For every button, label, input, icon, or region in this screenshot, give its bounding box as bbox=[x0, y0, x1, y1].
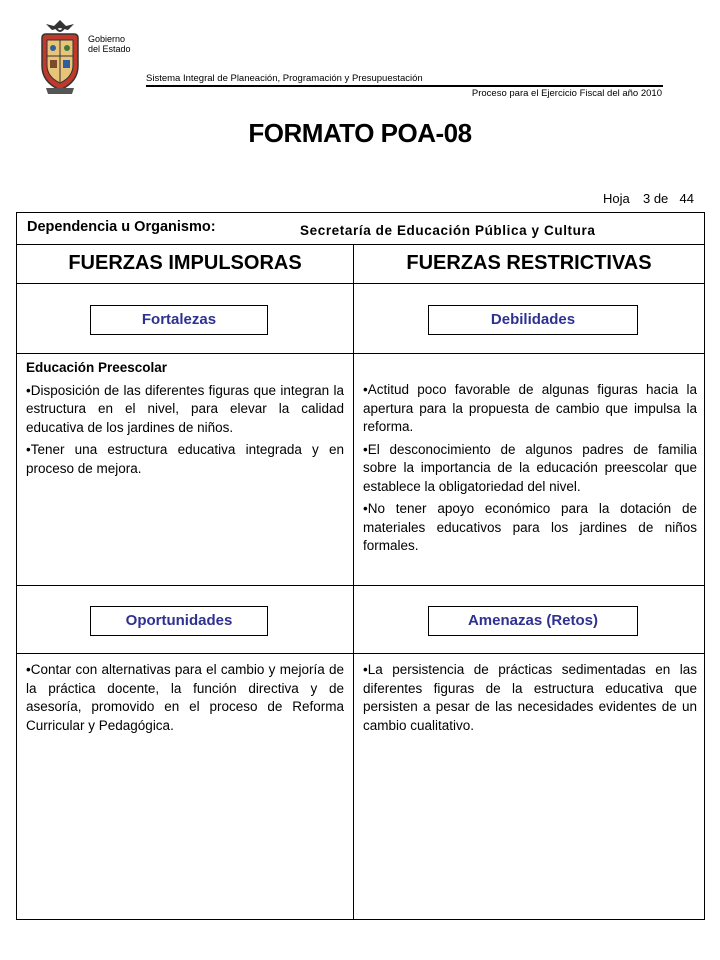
strengths-cell bbox=[26, 359, 344, 482]
state-coat-of-arms-icon bbox=[36, 18, 84, 96]
header-divider bbox=[146, 85, 663, 87]
dependency-value: Secretaría de Educación Pública y Cultura bbox=[300, 223, 596, 238]
opportunities-label: Oportunidades bbox=[90, 606, 268, 636]
sheet-separator: de bbox=[653, 191, 669, 206]
process-label: Proceso para el Ejercicio Fiscal del año 2010 bbox=[471, 88, 662, 99]
row-divider bbox=[17, 653, 704, 654]
threats-label: Amenazas (Retos) bbox=[428, 606, 638, 636]
threat-item: •La persistencia de prácticas sedimentadas en las diferentes figuras de la estructura educativa que persisten a pesar de las necesidades evidentes de un cambio cualitativo. bbox=[363, 662, 697, 733]
weaknesses-cell bbox=[363, 381, 697, 560]
sheet-current: 3 bbox=[642, 191, 651, 206]
strength-item: •Disposición de las diferentes figuras que integran la estructura en el nivel, para elevar la calidad educativa de los jardines de niños. bbox=[26, 382, 344, 435]
sheet-counter bbox=[603, 191, 694, 206]
government-line1: Gobierno bbox=[88, 34, 126, 44]
driving-forces-heading: FUERZAS IMPULSORAS bbox=[68, 252, 302, 274]
sheet-label: Hoja bbox=[602, 191, 630, 206]
row-divider bbox=[17, 353, 704, 354]
strengths-subheading: Educación Preescolar bbox=[26, 360, 168, 375]
strengths-label: Fortalezas bbox=[90, 305, 268, 335]
government-line2: del Estado bbox=[88, 44, 131, 54]
row-divider bbox=[17, 585, 704, 586]
system-name: Sistema Integral de Planeación, Programación y Presupuestación bbox=[146, 73, 423, 84]
sheet-total: 44 bbox=[679, 191, 694, 206]
opportunities-cell bbox=[26, 661, 344, 739]
opportunity-item: •Contar con alternativas para el cambio y mejoría de la práctica docente, la función directiva y de asesoría, promovido en el proceso de Reforma Curricular y Pedagógica. bbox=[26, 662, 344, 733]
page-title: FORMATO POA-08 bbox=[248, 118, 472, 148]
poa-table bbox=[16, 212, 705, 920]
weakness-item: •El desconocimiento de algunos padres de familia sobre la importancia de la educación preescolar que establece la obligatoriedad del nivel. bbox=[363, 441, 697, 494]
weaknesses-label: Debilidades bbox=[428, 305, 638, 335]
threats-cell bbox=[363, 661, 697, 739]
weakness-item: •Actitud poco favorable de algunas figuras hacia la apertura para la propuesta de cambio que impulsa la reforma. bbox=[363, 382, 697, 434]
government-label bbox=[88, 34, 131, 54]
dependency-label: Dependencia u Organismo: bbox=[27, 219, 216, 235]
restraining-forces-heading: FUERZAS RESTRICTIVAS bbox=[406, 252, 652, 274]
row-divider bbox=[17, 283, 704, 284]
weakness-item: •No tener apoyo económico para la dotación de materiales educativos para los jardines de niños formales. bbox=[363, 501, 697, 553]
strength-item: •Tener una estructura educativa integrada y en proceso de mejora. bbox=[26, 442, 344, 476]
column-divider bbox=[353, 244, 354, 920]
